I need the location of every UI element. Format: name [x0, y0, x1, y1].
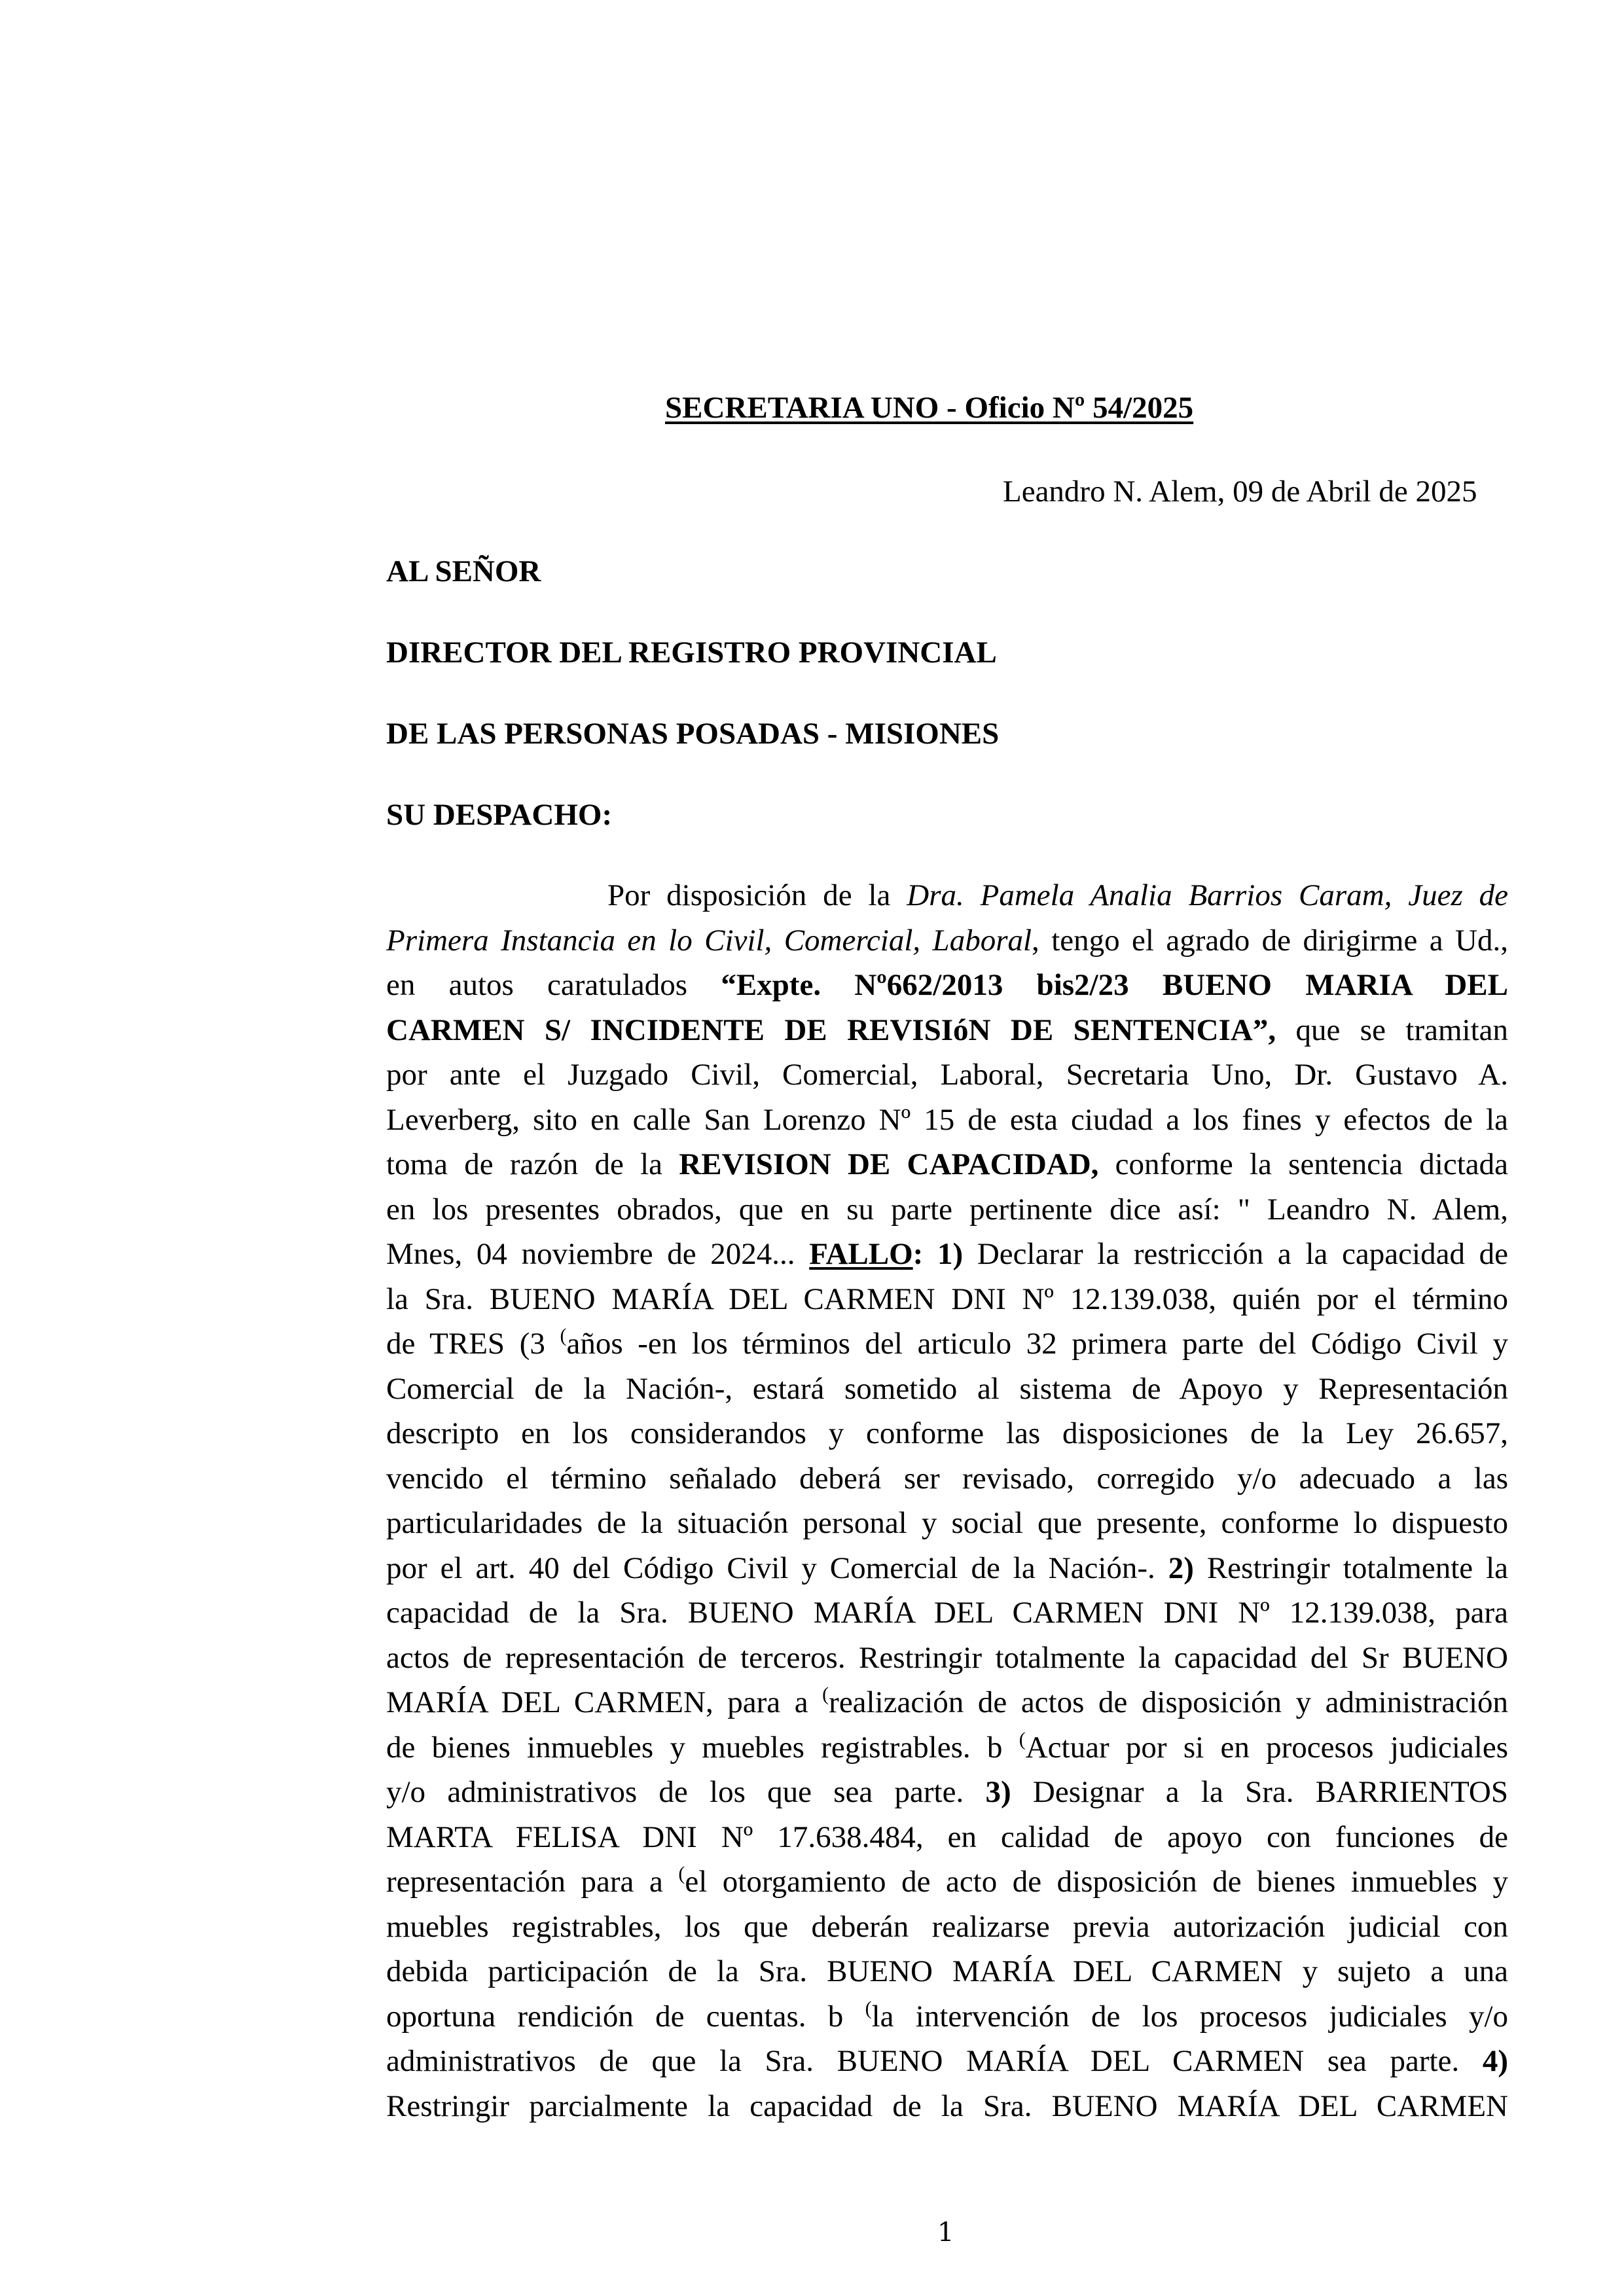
- addressee-line: DE LAS PERSONAS POSADAS - MISIONES: [386, 717, 1000, 751]
- body-line: toma de razón de la REVISION DE CAPACIDAD, conforme la sentencia dictada: [386, 1147, 1508, 1181]
- addressee-line: SU DESPACHO:: [386, 798, 613, 832]
- body-line: actos de representación de terceros. Restringir totalmente la capacidad del Sr BUENO: [386, 1640, 1508, 1675]
- body-line: Mnes, 04 noviembre de 2024... FALLO: 1) Declarar la restricción a la capacidad de: [386, 1237, 1508, 1271]
- body-line: Restringir parcialmente la capacidad de la Sra. BUENO MARÍA DEL CARMEN: [386, 2089, 1508, 2123]
- body-line: representación para a (el otorgamiento de acto de disposición de bienes inmuebles y: [386, 1863, 1509, 1899]
- body-line: y/o administrativos de los que sea parte. 3) Designar a la Sra. BARRIENTOS: [386, 1775, 1509, 1809]
- body-line: MARÍA DEL CARMEN, para a (realización de actos de disposición y administración: [386, 1683, 1509, 1719]
- body-line: muebles registrables, los que deberán realizarse previa autorización judicial con: [386, 1909, 1508, 1944]
- office-title: SECRETARIA UNO - Oficio Nº 54/2025: [665, 391, 1194, 425]
- body-line: debida participación de la Sra. BUENO MARÍA DEL CARMEN y sujeto a una: [386, 1954, 1508, 1988]
- body-line: descripto en los considerandos y conforme las disposiciones de la Ley 26.657,: [386, 1416, 1508, 1450]
- addressee-line: AL SEÑOR: [386, 554, 541, 588]
- body-line: oportuna rendición de cuentas. b (la intervención de los procesos judiciales y/o: [386, 1997, 1508, 2034]
- addressee-line: DIRECTOR DEL REGISTRO PROVINCIAL: [386, 636, 997, 670]
- body-line: en los presentes obrados, que en su parte pertinente dice así: " Leandro N. Alem,: [386, 1192, 1508, 1227]
- body-line: Por disposición de la Dra. Pamela Analia Barrios Caram, Juez de: [607, 878, 1509, 912]
- body-line: vencido el término señalado deberá ser revisado, corregido y/o adecuado a las: [386, 1461, 1508, 1496]
- body-line: particularidades de la situación personal y social que presente, conforme lo dispuesto: [386, 1506, 1508, 1540]
- body-line: Primera Instancia en lo Civil, Comercial, Laboral, tengo el agrado de dirigirme a Ud.,: [386, 923, 1508, 958]
- body-line: de TRES (3 (años -en los términos del articulo 32 primera parte del Código Civil y: [386, 1325, 1508, 1361]
- body-line: por ante el Juzgado Civil, Comercial, Laboral, Secretaria Uno, Dr. Gustavo A.: [386, 1058, 1508, 1092]
- body-line: administrativos de que la Sra. BUENO MARÍA DEL CARMEN sea parte. 4): [386, 2044, 1508, 2078]
- body-line: capacidad de la Sra. BUENO MARÍA DEL CARMEN DNI Nº 12.139.038, para: [386, 1596, 1508, 1630]
- body-line: en autos caratulados “Expte. Nº662/2013 bis2/23 BUENO MARIA DEL: [386, 968, 1508, 1002]
- body-line: de bienes inmuebles y muebles registrables. b (Actuar por si en procesos judiciales: [386, 1728, 1508, 1765]
- body-line: por el art. 40 del Código Civil y Comercial de la Nación-. 2) Restringir totalmente la: [386, 1551, 1508, 1585]
- body-paragraph: [386, 873, 1508, 2128]
- body-line: CARMEN S/ INCIDENTE DE REVISIóN DE SENTENCIA”, que se tramitan: [386, 1013, 1508, 1047]
- body-line: MARTA FELISA DNI Nº 17.638.484, en calidad de apoyo con funciones de: [386, 1820, 1508, 1854]
- date-line: Leandro N. Alem, 09 de Abril de 2025: [1003, 475, 1477, 509]
- body-line: la Sra. BUENO MARÍA DEL CARMEN DNI Nº 12.139.038, quién por el término: [386, 1282, 1508, 1316]
- page-number: 1: [937, 2217, 954, 2248]
- body-line: Leverberg, sito en calle San Lorenzo Nº 15 de esta ciudad a los fines y efectos de la: [386, 1102, 1508, 1137]
- body-line: Comercial de la Nación-, estará sometido al sistema de Apoyo y Representación: [386, 1371, 1508, 1406]
